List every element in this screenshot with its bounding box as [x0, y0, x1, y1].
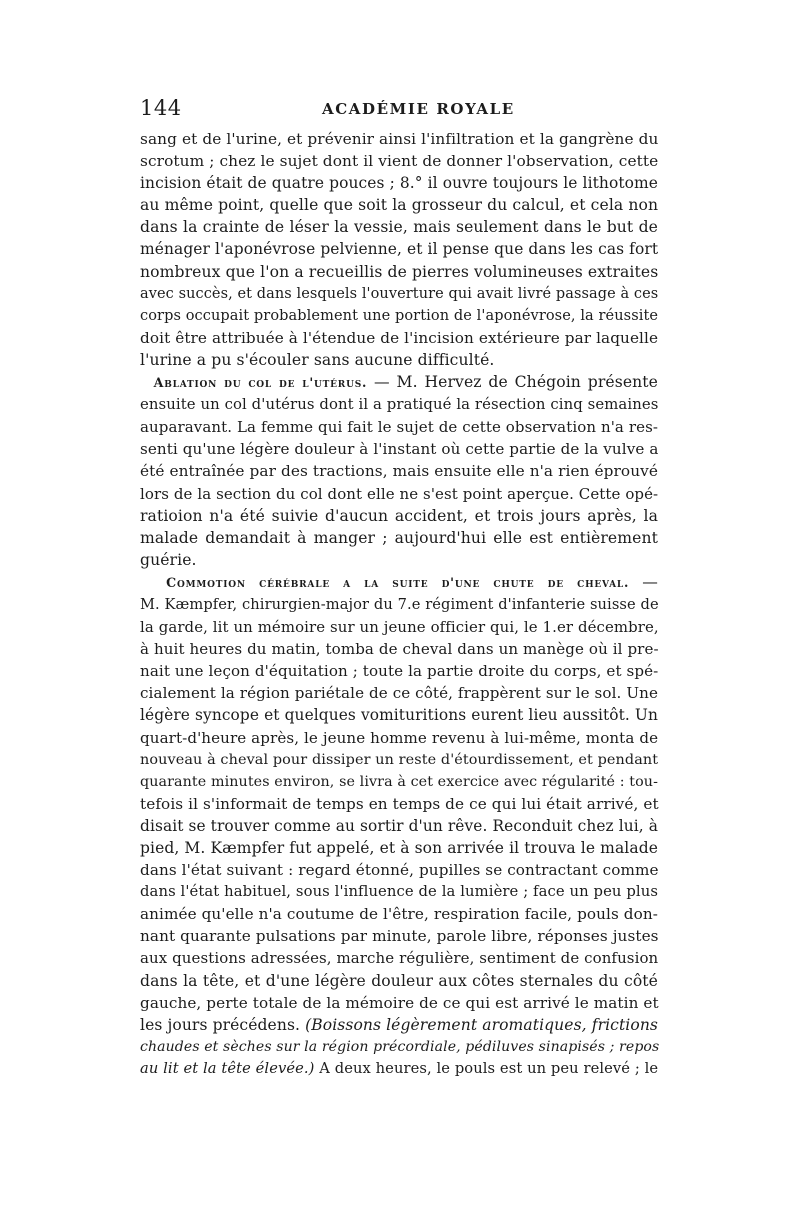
paragraph-commotion — [140, 571, 658, 1080]
text-line: ensuite un col d'utérus dont il a pratiqué la résection cinq semaines — [140, 396, 659, 414]
text-line: nouveau à cheval pour dissiper un reste d'étourdissement, et pendant — [140, 751, 659, 768]
section-heading-ablation: Ablation du col de l'utérus. — [153, 375, 368, 391]
text-line: ratioion n'a été suivie d'aucun accident, et trois jours après, la — [140, 506, 658, 525]
text-line-mixed — [140, 1014, 658, 1036]
text-fragment: — — [642, 572, 658, 591]
text-line: auparavant. La femme qui fait le sujet de cette observation n'a res- — [140, 418, 659, 437]
text-line: tefois il s'informait de temps en temps de ce qui lui était arrivé, et — [140, 794, 659, 813]
text-line: l'urine a pu s'écouler sans aucune difficulté. — [140, 350, 495, 369]
text-fragment: les jours précédens. — [140, 1015, 301, 1034]
text-line: la garde, lit un mémoire sur un jeune officier qui, le 1.er décembre, — [140, 618, 659, 637]
text-line: guérie. — [140, 550, 197, 569]
text-fragment: A deux heures, le pouls est un peu relevé ; le — [319, 1059, 659, 1077]
text-line-heading — [140, 571, 658, 594]
text-line: animée qu'elle n'a coutume de l'être, respiration facile, pouls don- — [140, 905, 658, 924]
text-line: corps occupait probablement une portion de l'aponévrose, la réussite — [140, 307, 659, 324]
paragraph-ablation — [140, 371, 658, 571]
text-line: à huit heures du matin, tomba de cheval dans un manège où il pre- — [140, 640, 659, 659]
text-line: aux questions adressées, marche régulière, sentiment de confusion — [140, 949, 659, 968]
text-line: nait une leçon d'équitation ; toute la partie droite du corps, et spé- — [140, 662, 659, 681]
text-line-heading — [140, 371, 658, 394]
page-number: 144 — [140, 96, 182, 120]
text-line-italic: chaudes et sèches sur la région précordiale, pédiluves sinapisés ; repos — [140, 1038, 660, 1055]
text-line: légère syncope et quelques vomituritions eurent lieu aussitôt. Un — [140, 706, 658, 725]
text-line: dans l'état suivant : regard étonné, pupilles se contractant comme — [140, 861, 659, 880]
paragraph-lithotomy — [140, 128, 658, 371]
text-line: scrotum ; chez le sujet dont il vient de donner l'observation, cette — [140, 152, 659, 171]
text-line: malade demandait à manger ; aujourd'hui elle est entièrement — [140, 528, 658, 547]
text-line: au même point, quelle que soit la grosseur du calcul, et cela non — [140, 196, 659, 215]
text-line: nant quarante pulsations par minute, parole libre, réponses justes — [140, 927, 659, 946]
text-line: ménager l'aponévrose pelvienne, et il pense que dans les cas fort — [140, 240, 659, 259]
italic-prescription: (Boissons légèrement aromatiques, frictions — [305, 1015, 658, 1034]
text-line: incision était de quatre pouces ; 8.° il ouvre toujours le lithotome — [140, 174, 659, 193]
running-head — [140, 96, 660, 122]
running-title: ACADÉMIE ROYALE — [322, 100, 515, 118]
text-line-mixed — [140, 1058, 658, 1080]
text-line: senti qu'une légère douleur à l'instant où cette partie de la vulve a — [140, 440, 659, 459]
text-line: gauche, perte totale de la mémoire de ce qui est arrivé le matin et — [140, 993, 659, 1012]
section-heading-commotion: Commotion cérébrale a la suite d'une chute de cheval. — [166, 574, 630, 590]
text-line: disait se trouver comme au sortir d'un rêve. Reconduit chez lui, à — [140, 816, 658, 835]
body-text — [140, 128, 658, 1080]
italic-prescription-end: au lit et la tête élevée.) — [140, 1059, 315, 1077]
text-line: lors de la section du col dont elle ne s'est point aperçue. Cette opé- — [140, 484, 659, 503]
text-fragment: — M. Hervez de Chégoin présente — [374, 373, 658, 392]
text-line: été entraînée par des tractions, mais ensuite elle n'a rien éprouvé — [140, 462, 658, 481]
text-line: nombreux que l'on a recueillis de pierres volumineuses extraites — [140, 262, 659, 281]
text-line: doit être attribuée à l'étendue de l'incision extérieure par laquelle — [140, 328, 659, 347]
text-line: dans la tête, et d'une légère douleur aux côtes sternales du côté — [140, 971, 658, 990]
text-line: avec succès, et dans lesquels l'ouverture qui avait livré passage à ces — [140, 285, 659, 302]
text-line: cialement la région pariétale de ce côté, frappèrent sur le sol. Une — [140, 684, 658, 703]
text-line: quarante minutes environ, se livra à cet exercice avec régularité : tou- — [140, 773, 658, 790]
text-line: quart-d'heure après, le jeune homme revenu à lui-même, monta de — [140, 728, 659, 747]
text-line: M. Kæmpfer, chirurgien-major du 7.e régiment d'infanterie suisse de — [140, 595, 659, 613]
text-line: dans l'état habituel, sous l'influence de la lumière ; face un peu plus — [140, 883, 658, 901]
text-line: dans la crainte de léser la vessie, mais seulement dans le but de — [140, 218, 658, 237]
text-line: pied, M. Kæmpfer fut appelé, et à son arrivée il trouva le malade — [140, 839, 658, 857]
text-line: sang et de l'urine, et prévenir ainsi l'infiltration et la gangrène du — [140, 130, 659, 148]
